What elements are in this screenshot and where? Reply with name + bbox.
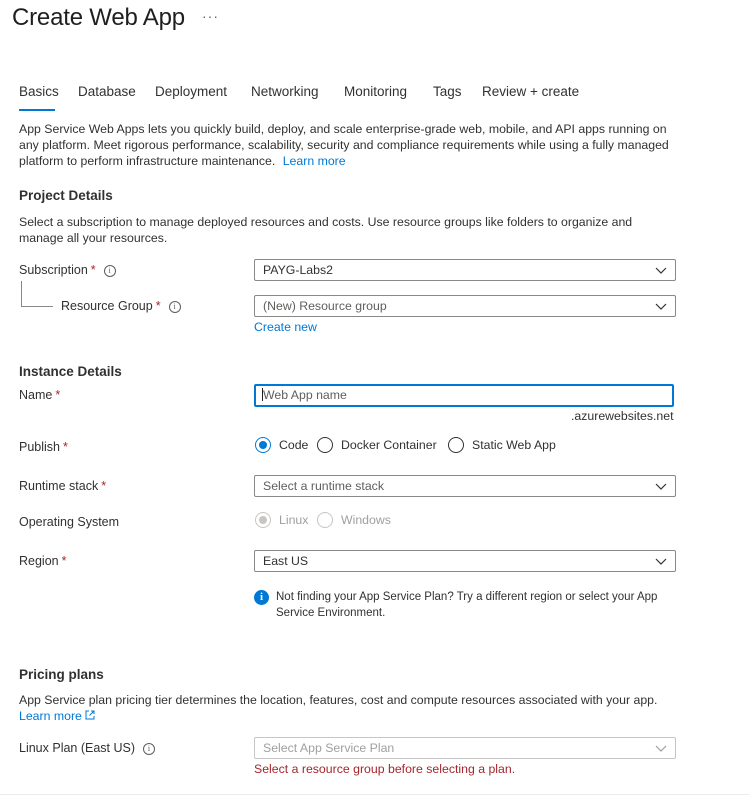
page-title: Create Web App xyxy=(12,4,185,31)
info-circle-icon: i xyxy=(254,590,269,605)
required-marker: * xyxy=(101,479,107,493)
required-marker: * xyxy=(61,554,67,568)
chevron-down-icon xyxy=(655,300,667,312)
publish-label: Publish * xyxy=(19,440,68,454)
runtime-stack-dropdown[interactable]: Select a runtime stack xyxy=(254,475,676,497)
region-label: Region * xyxy=(19,554,67,568)
resource-group-label: Resource Group * i xyxy=(61,299,181,313)
info-icon[interactable]: i xyxy=(169,301,181,313)
name-label: Name * xyxy=(19,388,61,402)
project-details-description: Select a subscription to manage deployed resources and costs. Use resource groups like folders to organize and manage all your resources. xyxy=(19,215,633,245)
resource-group-dropdown[interactable]: (New) Resource group xyxy=(254,295,676,317)
chevron-down-icon xyxy=(655,742,667,754)
os-option-linux: Linux xyxy=(255,512,308,528)
subscription-label: Subscription * i xyxy=(19,263,116,277)
info-icon[interactable]: i xyxy=(143,743,155,755)
tab-monitoring[interactable]: Monitoring xyxy=(344,84,408,99)
app-service-plan-dropdown[interactable]: Select App Service Plan xyxy=(254,737,676,759)
name-domain-suffix: .azurewebsites.net xyxy=(571,409,674,423)
linux-plan-label: Linux Plan (East US) i xyxy=(19,741,155,755)
chevron-down-icon xyxy=(655,555,667,567)
pricing-description: App Service plan pricing tier determines the location, features, cost and compute resources associated with your app. Learn more xyxy=(19,693,658,723)
radio-unselected[interactable] xyxy=(448,437,464,453)
plan-error-message: Select a resource group before selecting a plan. xyxy=(254,762,516,776)
active-tab-indicator xyxy=(19,109,55,111)
radio-unselected-disabled xyxy=(317,512,333,528)
divider xyxy=(0,794,749,795)
more-options-button[interactable]: ··· xyxy=(202,8,219,24)
tab-networking[interactable]: Networking xyxy=(251,84,319,99)
info-icon[interactable]: i xyxy=(104,265,116,277)
name-input[interactable]: Web App name xyxy=(254,384,674,407)
tab-tags[interactable]: Tags xyxy=(433,84,462,99)
required-marker: * xyxy=(90,263,96,277)
chevron-down-icon xyxy=(655,264,667,276)
pricing-learn-more-link[interactable]: Learn more xyxy=(19,709,95,723)
learn-more-link[interactable]: Learn more xyxy=(282,154,346,168)
runtime-stack-label: Runtime stack * xyxy=(19,479,107,493)
tab-deployment[interactable]: Deployment xyxy=(155,84,228,99)
operating-system-label: Operating System xyxy=(19,515,120,529)
radio-selected-disabled xyxy=(255,512,271,528)
tab-basics[interactable]: Basics xyxy=(19,84,59,99)
region-dropdown[interactable]: East US xyxy=(254,550,676,572)
os-option-windows: Windows xyxy=(317,512,391,528)
radio-selected[interactable] xyxy=(255,437,271,453)
subscription-dropdown[interactable]: PAYG-Labs2 xyxy=(254,259,676,281)
tab-review-create[interactable]: Review + create xyxy=(482,84,580,99)
required-marker: * xyxy=(55,388,61,402)
required-marker: * xyxy=(155,299,161,313)
tree-connector xyxy=(21,306,53,307)
radio-unselected[interactable] xyxy=(317,437,333,453)
create-new-link[interactable]: Create new xyxy=(254,320,317,334)
publish-option-static[interactable]: Static Web App xyxy=(448,437,556,453)
chevron-down-icon xyxy=(655,480,667,492)
publish-option-docker[interactable]: Docker Container xyxy=(317,437,437,453)
required-marker: * xyxy=(63,440,68,454)
project-details-heading: Project Details xyxy=(19,188,113,203)
region-info-text: Not finding your App Service Plan? Try a different region or select your App Service Environment. xyxy=(276,591,658,619)
tree-connector xyxy=(21,281,22,306)
intro-paragraph xyxy=(19,121,679,169)
external-link-icon xyxy=(85,710,95,720)
pricing-plans-heading: Pricing plans xyxy=(19,667,104,682)
intro-text: App Service Web Apps lets you quickly build, deploy, and scale enterprise-grade web, mobile, and API apps running on any platform. Meet rigorous performance, scalability, security and compliance requirements while using a fully managed platform to perform infrastructure maintenance. xyxy=(19,122,669,168)
tab-database[interactable]: Database xyxy=(78,84,136,99)
instance-details-heading: Instance Details xyxy=(19,364,122,379)
publish-option-code[interactable]: Code xyxy=(255,437,308,453)
